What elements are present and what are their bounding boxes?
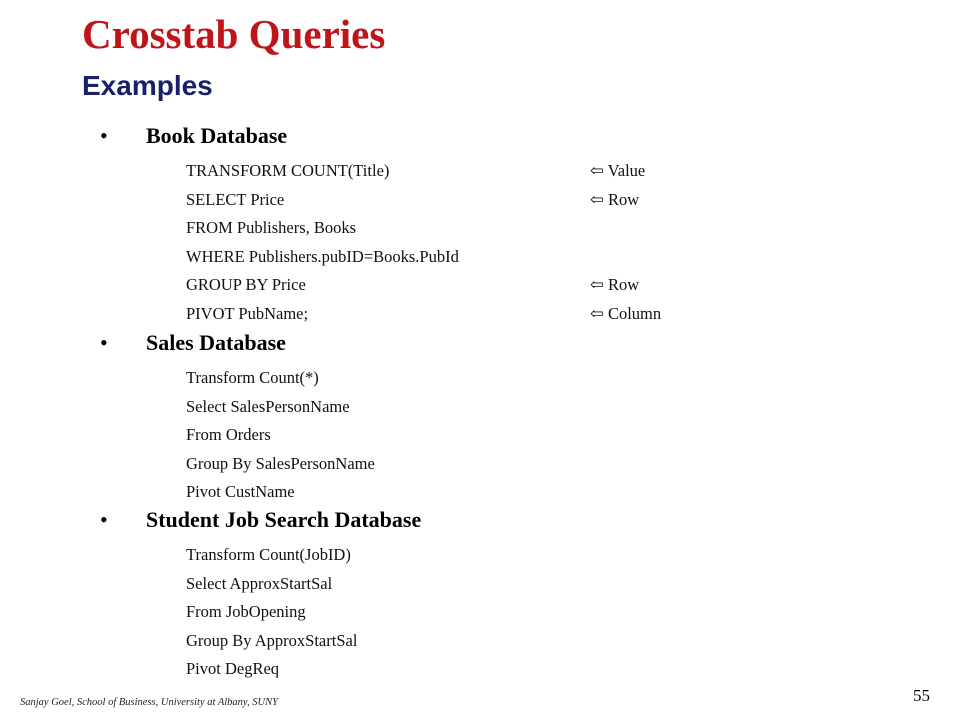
query-lines [186, 157, 662, 328]
slide-title: Crosstab Queries [82, 11, 386, 57]
query-annotation: ⇦ Value [590, 161, 646, 180]
query-line [186, 541, 357, 570]
query-line [186, 655, 357, 684]
query-line [186, 271, 640, 300]
query-code: GROUP BY Price [186, 275, 306, 294]
section-heading: Sales Database [146, 330, 286, 355]
query-line [186, 598, 357, 627]
bullet-icon: • [100, 123, 108, 148]
query-lines [186, 541, 357, 684]
query-code: Transform Count(*) [186, 368, 319, 387]
query-code: Select ApproxStartSal [186, 573, 333, 593]
query-annotation: ⇦ Row [590, 189, 640, 209]
query-line [186, 186, 640, 215]
query-line [186, 627, 357, 656]
query-lines [186, 364, 375, 507]
footer-credit: Sanjay Goel, School of Business, University at Albany, SUNY [20, 697, 278, 708]
query-line [186, 300, 662, 329]
query-code: WHERE Publishers.pubID=Books.PubId [186, 246, 459, 266]
query-line [186, 450, 375, 479]
query-code: Pivot CustName [186, 482, 295, 501]
query-code: From JobOpening [186, 602, 306, 621]
page-number: 55 [913, 686, 930, 705]
query-code: Group By ApproxStartSal [186, 630, 358, 650]
query-annotation: ⇦ Row [590, 275, 640, 294]
bullet-icon: • [100, 507, 108, 532]
query-line [186, 214, 459, 243]
query-line [186, 570, 357, 599]
query-code: Transform Count(JobID) [186, 545, 351, 564]
query-code: Pivot DegReq [186, 659, 280, 678]
query-line [186, 478, 375, 507]
section-heading: Book Database [146, 123, 288, 148]
query-code: TRANSFORM COUNT(Title) [186, 161, 390, 180]
query-code: From Orders [186, 425, 271, 444]
query-line [186, 393, 375, 422]
query-line [186, 243, 459, 272]
query-code: FROM Publishers, Books [186, 218, 357, 237]
query-annotation: ⇦ Column [590, 303, 662, 323]
query-code: SELECT Price [186, 189, 285, 209]
query-code: PIVOT PubName; [186, 303, 309, 323]
slide-subtitle: Examples [82, 70, 213, 101]
query-line [186, 421, 375, 450]
query-line [186, 364, 375, 393]
section-heading: Student Job Search Database [146, 507, 422, 532]
query-code: Select SalesPersonName [186, 396, 350, 416]
query-code: Group By SalesPersonName [186, 453, 375, 473]
bullet-icon: • [100, 330, 108, 355]
query-line [186, 157, 646, 186]
